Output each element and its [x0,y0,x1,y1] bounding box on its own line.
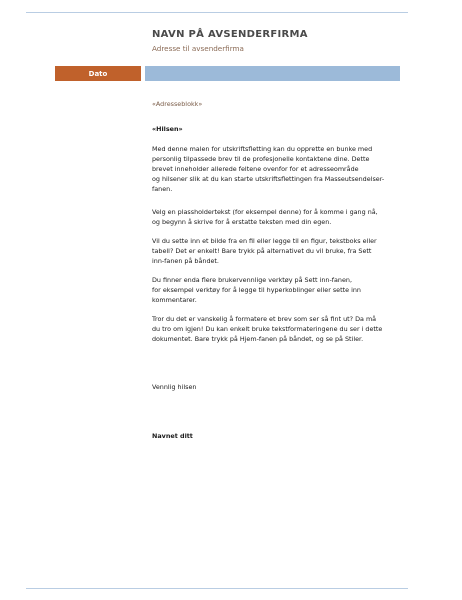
date-band[interactable] [55,66,141,81]
paragraph-line: og hilsener slik at du kan starte utskriftsflettingen fra Masseutsendelser- [152,175,385,183]
header-color-band [145,66,400,81]
paragraph-line: Tror du det er vanskelig å formatere et brev som ser så fint ut? Da må [152,315,377,323]
body-paragraph-4[interactable] [152,275,402,305]
paragraph-line: inn-fanen på båndet. [152,257,219,265]
body-paragraph-5[interactable] [152,314,402,344]
paragraph-line: og begynn å skrive for å erstatte teksten med din egen. [152,218,332,226]
paragraph-line: Du finner enda flere brukervennlige verktøy på Sett inn-fanen, [152,276,352,284]
paragraph-line: du tro om igjen! Du kan enkelt bruke tekstformateringene du ser i dette [152,325,383,333]
body-paragraph-3[interactable] [152,236,402,266]
paragraph-line: fanen. [152,185,173,193]
paragraph-line: brevet inneholder allerede feltene ovenfor for et adresseområde [152,165,359,173]
paragraph-line: Med denne malen for utskriftsfletting kan du opprette en bunke med [152,145,373,153]
greeting-field[interactable]: «Hilsen» [152,125,183,133]
paragraph-line: dokumentet. Bare trykk på Hjem-fanen på båndet, og se på Stiler. [152,335,364,343]
paragraph-line: Velg en plassholdertekst (for eksempel denne) for å komme i gang nå, [152,208,378,216]
body-paragraph-2[interactable] [152,207,402,227]
closing-text[interactable]: Vennlig hilsen [152,383,197,391]
date-label[interactable]: Dato [88,69,108,78]
company-name[interactable]: NAVN PÅ AVSENDERFIRMA [152,29,308,40]
address-block-field[interactable]: «Adresseblokk» [152,100,203,108]
company-address[interactable]: Adresse til avsenderfirma [152,44,244,53]
signature-name[interactable]: Navnet ditt [152,432,193,440]
paragraph-line: Vil du sette inn et bilde fra en fil eller legge til en figur, tekstboks eller [152,237,377,245]
body-paragraph-1[interactable] [152,144,402,194]
paragraph-line: for eksempel verktøy for å legge til hyperkoblinger eller sette inn [152,286,361,294]
paragraph-line: tabell? Det er enkelt! Bare trykk på alternativet du vil bruke, fra Sett [152,247,372,255]
paragraph-line: kommentarer. [152,296,197,304]
top-rule [26,12,408,13]
bottom-rule [26,588,408,589]
paragraph-line: personlig tilpassede brev til de profesjonelle kontaktene dine. Dette [152,155,370,163]
